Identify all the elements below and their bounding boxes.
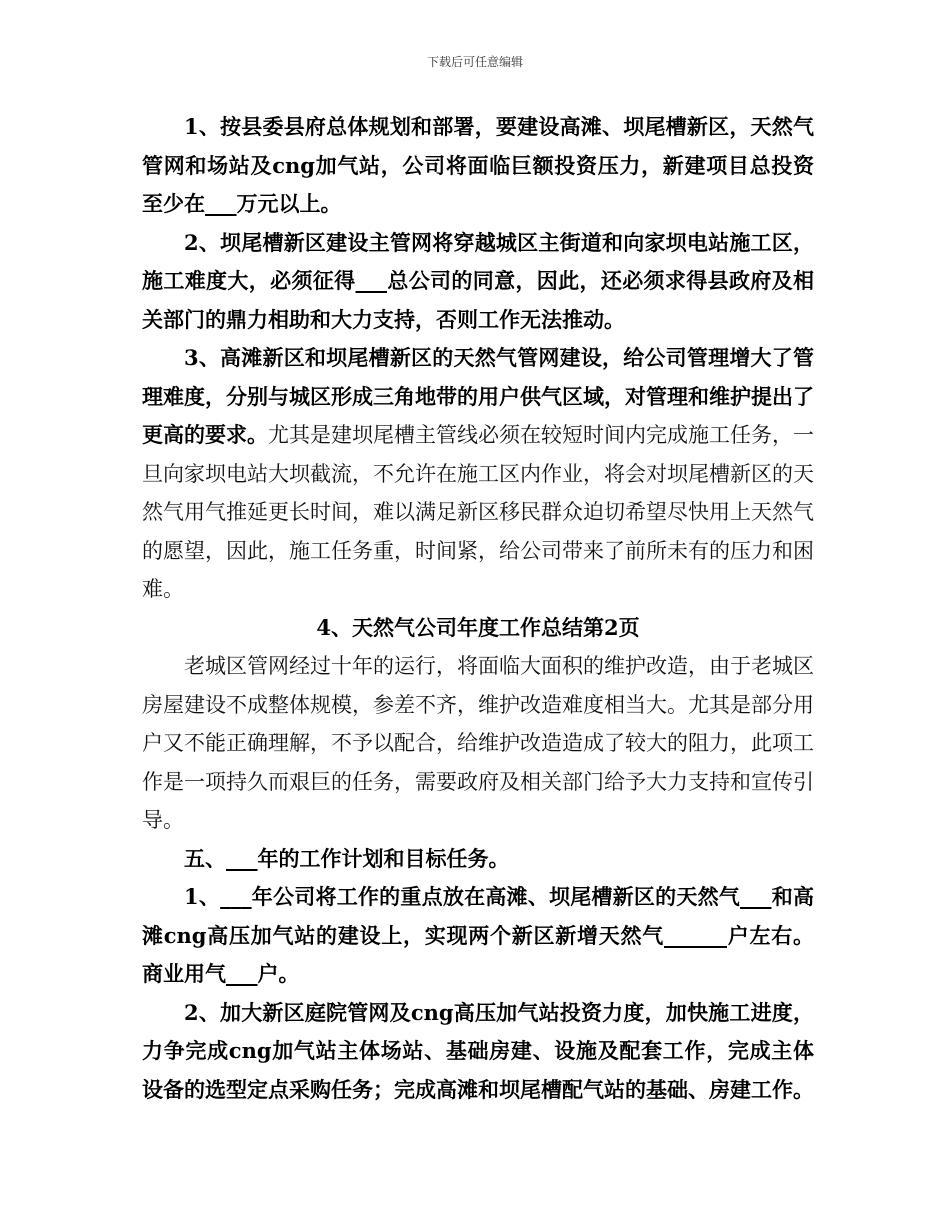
page-header: 下载后可任意编辑 <box>426 55 523 69</box>
document-body <box>142 108 814 1109</box>
paragraph-3-bold: 3、高滩新区和坝尾槽新区的天然气管网建设，给公司管理增大了管理难度，分别与城区形成三角地带的用户供气区域，对管理和维护提出了更高的要求。 <box>142 345 814 447</box>
section-title-4: 4、天然气公司年度工作总结第2页 <box>316 614 640 640</box>
paragraph-1: 1、按县委县府总体规划和部署，要建设高滩、坝尾槽新区，天然气管网和场站及cng加气站，公司将面临巨额投资压力，新建项目总投资至少在___万元以上。 <box>142 114 814 216</box>
paragraph-4-body: 老城区管网经过十年的运行，将面临大面积的维护改造，由于老城区房屋建设不成整体规模，参差不齐，维护改造难度相当大。尤其是部分用户又不能正确理解，不予以配合，给维护改造造成了较大的阻力，此项工作是一项持久而艰巨的任务，需要政府及相关部门给予大力支持和宣传引导。 <box>142 654 814 832</box>
paragraph-2: 2、坝尾槽新区建设主管网将穿越城区主街道和向家坝电站施工区，施工难度大，必须征得___总公司的同意，因此，还必须求得县政府及相关部门的鼎力相助和大力支持，否则工作无法推动。 <box>142 229 814 332</box>
paragraph-6: 1、___年公司将工作的重点放在高滩、坝尾槽新区的天然气___和高滩cng高压加气站的建设上，实现两个新区新增天然气______户左右。商业用气___户。 <box>142 884 814 986</box>
paragraph-7: 2、加大新区庭院管网及cng高压加气站投资力度，加快施工进度，力争完成cng加气站主体场站、基础房建、设施及配套工作，完成主体设备的选型定点采购任务；完成高滩和坝尾槽配气站的基础、房建工作。 <box>142 999 814 1102</box>
paragraph-3 <box>142 339 814 609</box>
section-heading-5: 五、___年的工作计划和目标任务。 <box>184 845 510 871</box>
paragraph-3-normal: 尤其是建坝尾槽主管线必须在较短时间内完成施工任务，一旦向家坝电站大坝截流，不允许在施工区内作业，将会对坝尾槽新区的天然气用气推延更长时间，难以满足新区移民群众迫切希望尽快用上天然气的愿望，因此，施工任务重，时间紧，给公司带来了前所未有的压力和困难。 <box>142 423 814 601</box>
